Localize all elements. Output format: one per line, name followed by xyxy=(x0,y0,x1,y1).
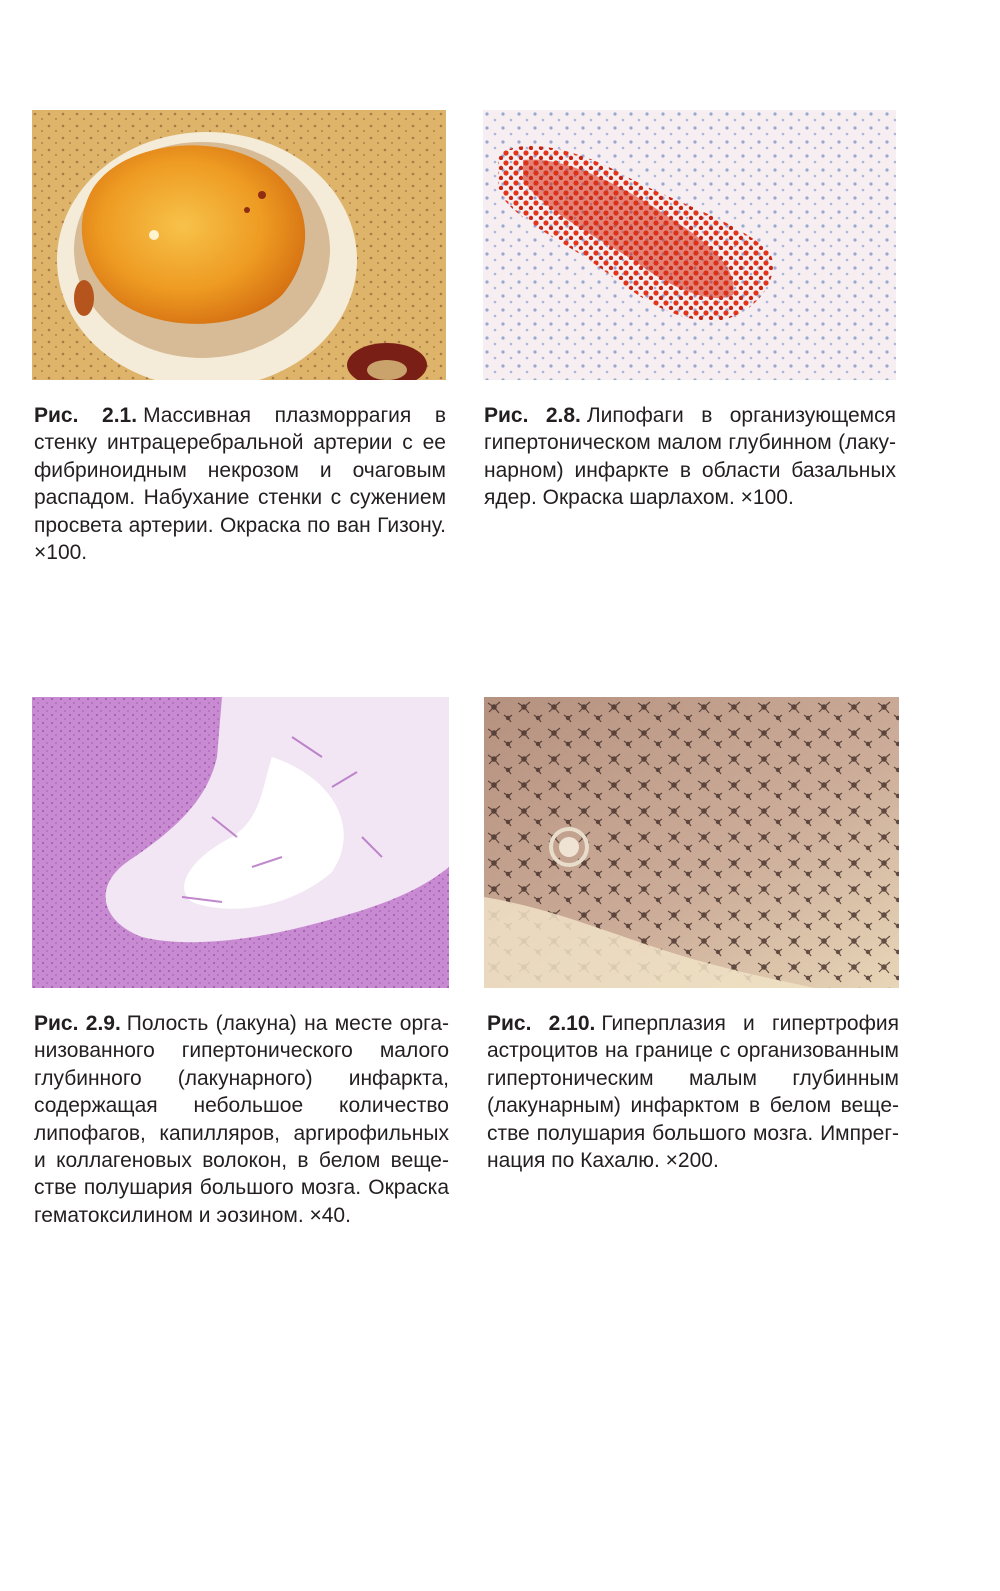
caption-text: Гиперплазия и гипертрофия астроцитов на границе с организованным гипертоническим малым глубинным (лакунарным) инфарктом в белом веществе полушария большого мозга. Импрегнация по Кахалю. ×200. xyxy=(487,1012,899,1173)
micrograph-he-stain-lacuna xyxy=(32,697,449,988)
micrograph-van-gieson-artery xyxy=(32,110,446,380)
figure-label: Рис. 2.1. xyxy=(34,404,138,427)
figure-caption xyxy=(34,1010,449,1229)
figure-caption xyxy=(487,1010,899,1174)
figure-caption xyxy=(34,402,446,566)
figure-label: Рис. 2.10. xyxy=(487,1012,596,1035)
figure-label: Рис. 2.8. xyxy=(484,404,581,427)
figure-caption xyxy=(484,402,896,512)
caption-text: Массивная плазморрагия в стенку интрацеребральной артерии с ее фибриноидным некрозом и очаговым распадом. Набухание стенки с сужением просвета артерии. Окраска по ван Гизону. ×100. xyxy=(34,404,447,565)
figure-label: Рис. 2.9. xyxy=(34,1012,121,1035)
caption-text: Полость (лакуна) на месте организованного гипертонического малого глубинного (лакунарного) инфаркта, содержащая небольшое количество липофагов, капилляров, аргирофильных и коллагеновых волокон, в белом веществе полушария большого мозга. Окраска гематоксилином и эозином. ×40. xyxy=(34,1012,449,1227)
micrograph-cajal-impregnation-astrocytes xyxy=(484,697,899,988)
caption-text: Липофаги в организующемся гипертоническом малом глубинном (лакунарном) инфаркте в области базальных ядер. Окраска шарлахом. ×100. xyxy=(484,404,896,510)
micrograph-scarlet-stain-lipophages xyxy=(483,110,896,380)
